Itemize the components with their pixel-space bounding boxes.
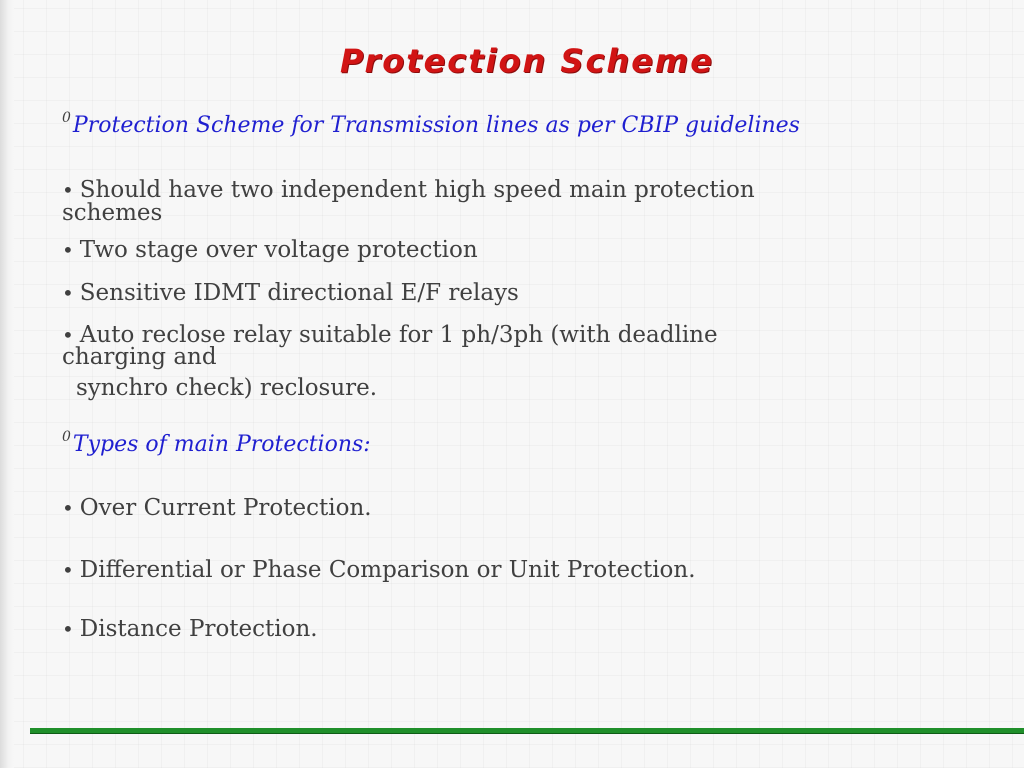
list-item-text: Differential or Phase Comparison or Unit Protection.	[79, 557, 696, 583]
list-item	[62, 616, 318, 642]
bullet-item	[62, 177, 755, 203]
bullet-text: Should have two independent high speed main protection	[79, 177, 755, 203]
section-heading-types	[62, 429, 371, 457]
slide-title: Protection Scheme	[340, 42, 714, 80]
bullet-continuation: schemes	[62, 200, 163, 226]
list-item	[62, 495, 372, 521]
bullet-text: Two stage over voltage protection	[79, 237, 478, 263]
section-heading-cbip	[62, 110, 800, 138]
footer-rule	[30, 728, 1024, 734]
bullet-continuation: synchro check) reclosure.	[76, 375, 378, 401]
bullet-item	[62, 280, 519, 306]
list-item-text: Over Current Protection.	[79, 495, 372, 521]
bullet-icon: •	[62, 617, 74, 641]
list-item-text: Distance Protection.	[79, 616, 318, 642]
bullet-text: Sensitive IDMT directional E/F relays	[79, 280, 519, 306]
bullet-item	[62, 237, 478, 263]
bullet-continuation: charging and	[62, 344, 217, 370]
heading-marker: 0	[62, 110, 71, 126]
bullet-icon: •	[62, 558, 74, 582]
bullet-icon: •	[62, 178, 74, 202]
page-edge	[0, 0, 14, 768]
bullet-icon: •	[62, 496, 74, 520]
heading-text: Protection Scheme for Transmission lines as per CBIP guidelines	[72, 113, 800, 138]
bullet-icon: •	[62, 238, 74, 262]
list-item	[62, 557, 696, 583]
bullet-text: Auto reclose relay suitable for 1 ph/3ph (with deadline	[79, 322, 718, 348]
heading-marker: 0	[62, 429, 71, 445]
bullet-icon: •	[62, 281, 74, 305]
heading-text: Types of main Protections:	[72, 432, 371, 457]
bullet-icon: •	[62, 323, 74, 347]
